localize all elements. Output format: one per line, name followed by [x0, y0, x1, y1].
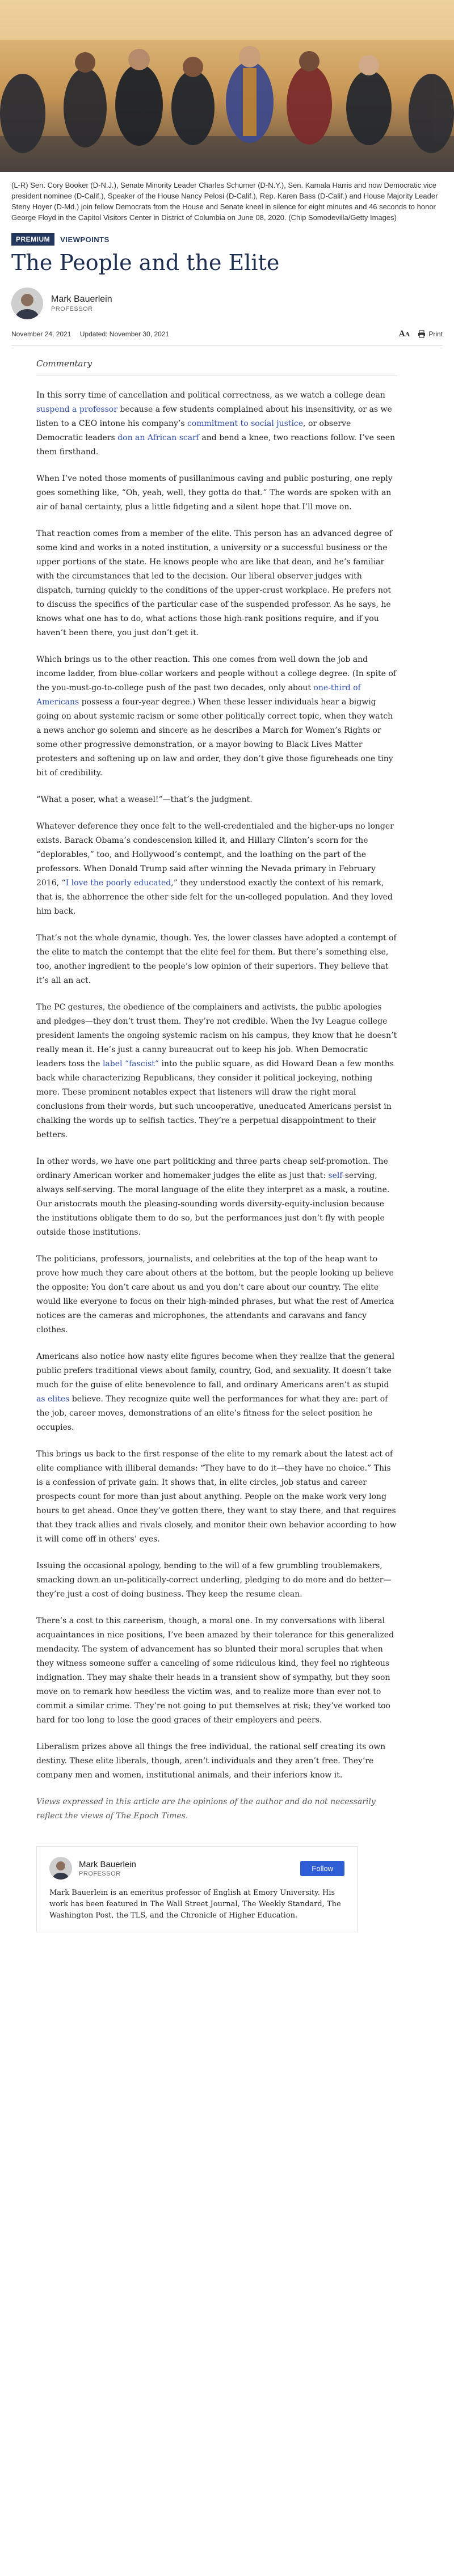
paragraph-1: In this sorry time of cancellation and political correctness, as we watch a college dean suspend a professor because a few students complained about his insensitivity, or as we listen to a CEO intone his company’s commitment to social justice, or observe Democratic leaders don an African scarf and bend a knee, two reactions follow. I’ve seen them firsthand.: [36, 391, 396, 457]
print-label: Print: [428, 330, 443, 338]
paragraph-4: Which brings us to the other reaction. This one comes from well down the job and income ladder, from blue-collar workers and people without a college degree. (In spite of the you-must-go-to-college push of the past two decades, only about one-third of Americans possess a four-year degree.) When these lesser individuals hear a bigwig going on about systemic racism or some other politically correct topic, when they watch a news anchor go solemn and sincere as he describes a March for Women’s Rights or some other progressive demonstration, or a mayor bowing to Black Lives Matter protesters and softening up on law and order, they don’t give those figureheads one tiny bit of credibility.: [36, 655, 396, 778]
paragraph-2: When I’ve noted those moments of pusillanimous caving and public posturing, one reply goes something like, “Oh, yeah, well, they gotta do that.” The words are spoken with an air of banal certainty, plus a little fidgeting and a silent hope that I’ll move on.: [36, 474, 393, 512]
follow-button[interactable]: Follow: [300, 1861, 344, 1876]
author-box-avatar[interactable]: [49, 1857, 72, 1880]
hero-photo: [0, 0, 454, 172]
published-date: November 24, 2021: [11, 330, 72, 338]
author-box: [36, 1846, 358, 1932]
font-size-button[interactable]: [399, 330, 410, 339]
author-box-role: PROFESSOR: [79, 1870, 121, 1877]
author-avatar[interactable]: [11, 288, 43, 319]
article-tags: [11, 233, 443, 246]
disclaimer: Views expressed in this article are the opinions of the author and do not necessarily reflect the views of The Epoch Times.: [36, 1797, 376, 1821]
author-role: PROFESSOR: [51, 306, 93, 313]
paragraph-9: In other words, we have one part politicking and three parts cheap self-promotion. The ordinary American worker and homemaker judges the elite as just that: self-serving, always self-serving. The moral language of the elite they interpret as a mask, a routine. Our aristocrats mouth the pleasing-sounding words diversity-equity-inclusion because the institutions obligate them to do so, but the performances just don’t fly with people outside those institutions.: [36, 1157, 390, 1237]
updated-date: Updated: November 30, 2021: [79, 330, 170, 338]
author-byline[interactable]: [11, 288, 443, 319]
paragraph-5: “What a poser, what a weasel!”—that’s the judgment.: [36, 795, 253, 804]
paragraph-14: There’s a cost to this careerism, though, a moral one. In my conversations with liberal acquaintances in nice positions, I’ve been amazed by their tolerance for this generalized mendacity. The system of advancement has so blunted their moral scruples that when they witness someone suffer a canceling of some ridiculous kind, they feel no righteous indignation. They may shake their heads in a transient show of sympathy, but they soon move on to remark how heedless the victim was, and to realize more than ever not to commit a similar crime. They’re not going to put themselves at risk; they’ve worked too hard for too long to lose the good graces of their employers and peers.: [36, 1616, 394, 1725]
link-poorly-educated[interactable]: I love the poorly educated: [65, 879, 171, 888]
article-body: [36, 358, 397, 1823]
link-social-justice[interactable]: commitment to social justice: [187, 419, 304, 428]
page-bottom-spacer: [0, 1932, 454, 1955]
link-african-scarf[interactable]: don an African scarf: [117, 433, 199, 442]
premium-badge: PREMIUM: [11, 233, 54, 246]
paragraph-11: Americans also notice how nasty elite figures become when they realize that the general public prefers traditional views about family, country, God, and sexuality. It doesn’t take much for the guise of elite benevolence to fall, and ordinary Americans aren’t as stupid as elites believe. They recognize quite well the performances for what they are: part of the job, career moves, demonstrations of an elite’s fitness for the select position he occupies.: [36, 1352, 395, 1432]
paragraph-7: That’s not the whole dynamic, though. Yes, the lower classes have adopted a contempt of the elite to match the contempt that the elite feel for them. But there’s something else, too, another ingredient to the people’s low opinion of their superiors. They believe that it’s all an act.: [36, 934, 397, 985]
paragraph-10: The politicians, professors, journalists, and celebrities at the top of the heap want to prove how much they care about others at the bottom, but the people looking up believe the opposite: You don’t care about us and you don’t care about our country. The elite would like everyone to focus on their high-minded phrases, but what the rest of America notices are the cameras and microphones, the attendants and caravans and fancy clothes.: [36, 1255, 394, 1335]
font-size-label: A: [398, 330, 405, 339]
section-link[interactable]: VIEWPOINTS: [60, 235, 110, 244]
article-meta: [11, 330, 443, 346]
hero-image: [0, 0, 454, 172]
author-bio: Mark Bauerlein is an emeritus professor of English at Emory University. His work has been featured in The Wall Street Journal, The Weekly Standard, The Washington Post, the TLS, and the Chronicle of Higher Education.: [49, 1889, 341, 1920]
link-fascist-label[interactable]: label “fascist”: [102, 1059, 159, 1069]
paragraph-8: The PC gestures, the obedience of the complainers and activists, the public apologies and pledges—they don’t trust them. They’re not credible. When the Ivy League college president laments the ongoing systemic racism on his campus, they know that he doesn’t really mean it. He’s just a canny bureaucrat out to keep his job. When Democratic leaders toss the label “fascist” into the public square, as did Howard Dean a few months back while characterizing Republicans, they consider it political jockeying, nothing more. These prominent notables expect that listeners will draw the right moral conclusions from their words, but such uncooperative, uneducated Americans persist in chalking the words up to selfish tactics. They’re a perpetual disappointment to their betters.: [36, 1003, 397, 1139]
print-icon: [418, 330, 426, 338]
article-kicker: Commentary: [36, 358, 397, 376]
print-button[interactable]: [418, 330, 443, 338]
paragraph-12: This brings us back to the first response of the elite to my remark about the latest act of elite compliance with illiberal demands: “They have to do it—they have no choice.” This is a confession of private gain. It shows that, in elite circles, job status and career prospects count for more than just about anything. People on the make work very long hours to get ahead. Once they’ve gotten there, they want to stay there, and that requires that they track allies and rivals closely, and monitor their own behavior according to how it will come off in others’ eyes.: [36, 1450, 397, 1544]
paragraph-3: That reaction comes from a member of the elite. This person has an advanced degree of some kind and works in a noted institution, a university or a successful business or the upper portions of the state. He knows people who are like that dean, and he’s familiar with the circumstances that led to the decision. Our liberal observer judges with dispatch, turning quickly to the conditions of the upper-crust workplace. He prefers not to discuss the specifics of the particular case of the suspended professor. As he says, he knows what one has to do, what actions those high-rank positions require, and if you haven’t been there, you just don’t get it.: [36, 529, 392, 637]
link-as-elites[interactable]: as elites: [36, 1395, 70, 1404]
link-one-third[interactable]: one-third of Americans: [36, 683, 361, 707]
link-self[interactable]: self: [328, 1171, 343, 1180]
link-suspend-professor[interactable]: suspend a professor: [36, 405, 117, 414]
author-name[interactable]: Mark Bauerlein: [51, 294, 112, 304]
paragraph-13: Issuing the occasional apology, bending to the will of a few grumbling troublemakers, smacking down an un-politically-correct underling, pledging to do more and do better—they’re just a cost of doing business. They keep the resume clean.: [36, 1561, 392, 1599]
article-title: The People and the Elite: [11, 250, 280, 275]
font-size-small-label: A: [405, 331, 410, 338]
paragraph-15: Liberalism prizes above all things the free individual, the rational self creating its own destiny. These elite liberals, though, aren’t individuals and they aren’t free. They’re company men and women, institutional animals, and their inferiors know it.: [36, 1742, 386, 1780]
paragraph-6: Whatever deference they once felt to the well-credentialed and the higher-ups no longer exists. Barack Obama’s condescension killed it, and Hillary Clinton’s scorn for the “deplorables,” too, and Hollywood’s contempt, and the loathing on the part of the professors. When Donald Trump said after winning the Nevada primary in February 2016, “I love the poorly educated,” they understood exactly the context of his remark, that is, the abhorrence the other side felt for the un-colleged population. And they loved him back.: [36, 822, 394, 916]
author-box-name[interactable]: Mark Bauerlein: [79, 1859, 136, 1869]
hero-caption: (L-R) Sen. Cory Booker (D-N.J.), Senate Minority Leader Charles Schumer (D-N.Y.), Sen. Kamala Harris and now Democratic vice president nominee (D-Calif.), Speaker of the House Nancy Pelosi (D-Calif.), Rep. Karen Bass (D-Calif.) and House Majority Leader Steny Hoyer (D-Md.) join fellow Democrats from the House and Senate kneel in silence for eight minutes and 46 seconds to honor George Floyd in the Capitol Visitors Center in District of Columbia on June 08, 2020. (Chip Somodevilla/Getty Images): [11, 181, 438, 222]
